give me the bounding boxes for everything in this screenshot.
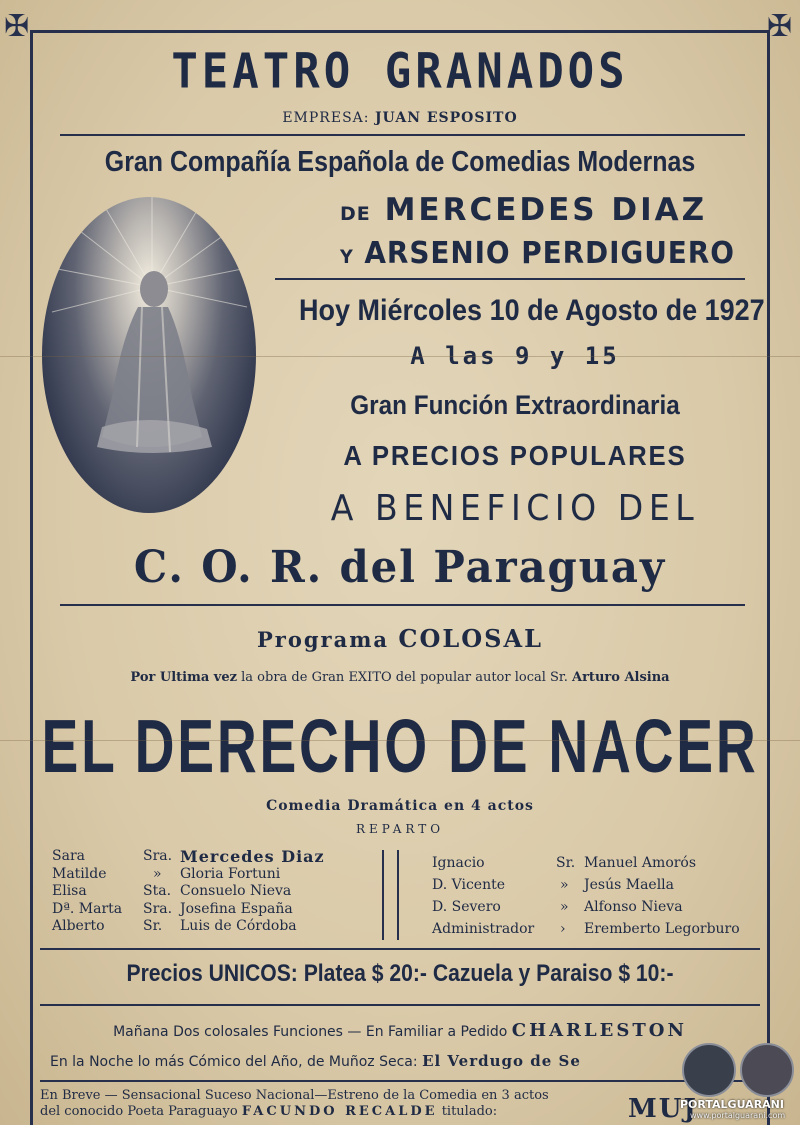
cast-left-roles: Sara Matilde Elisa Dª. Marta Alberto xyxy=(52,848,123,934)
benefit-line: A BENEFICIO DEL xyxy=(330,488,700,529)
divider xyxy=(40,1080,760,1082)
star-line-2: Y ARSENIO PERDIGUERO xyxy=(340,236,735,271)
divider xyxy=(60,604,745,606)
program-intro: Por Ultima vez la obra de Gran EXITO del popular autor local Sr. Arturo Alsina xyxy=(130,670,670,685)
watermark-url: www.portalguarani.com xyxy=(690,1111,786,1120)
cast-right-titles: Sr. » » › xyxy=(556,855,576,937)
event-function: Gran Función Extraordinaria xyxy=(350,390,680,420)
breve-line-1: En Breve — Sensacional Suceso Nacional—Estreno de la Comedia en 3 actos xyxy=(40,1088,549,1103)
play-title: EL DERECHO DE NACER xyxy=(41,704,759,789)
paper-fold xyxy=(0,740,800,741)
star-mercedes-diaz: MERCEDES DIAZ xyxy=(384,192,708,228)
star-line-1: DE MERCEDES DIAZ xyxy=(340,192,708,228)
event-date: Hoy Miércoles 10 de Agosto de 1927 xyxy=(299,294,765,327)
ticket-prices: Precios UNICOS: Platea $ 20:- Cazuela y Paraiso $ 10:- xyxy=(126,960,674,987)
seal-icon xyxy=(682,1043,736,1097)
empresa-line: EMPRESA: JUAN ESPOSITO xyxy=(282,110,518,126)
ornament-icon: ✠ xyxy=(4,9,30,44)
cast-right-roles: Ignacio D. Vicente D. Severo Administrador xyxy=(432,855,535,937)
seal-icon xyxy=(740,1043,794,1097)
reparto-label: REPARTO xyxy=(355,822,445,836)
ornament-icon: ✠ xyxy=(766,9,792,44)
popular-prices: A PRECIOS POPULARES xyxy=(343,440,687,471)
star-arsenio-perdiguero: ARSENIO PERDIGUERO xyxy=(364,236,735,271)
programa-heading: Programa COLOSAL xyxy=(257,624,543,653)
empresa-name: JUAN ESPOSITO xyxy=(374,110,518,126)
cast-divider xyxy=(382,850,384,940)
cast-left-actors: Mercedes Diaz Gloria Fortuni Consuelo Nieva Josefina España Luis de Córdoba xyxy=(180,847,325,934)
night-line: En la Noche lo más Cómico del Año, de Muñoz Seca: El Verdugo de Se xyxy=(50,1052,581,1070)
cast-left-titles: Sra. » Sta. Sra. Sr. xyxy=(143,848,173,934)
cast-divider xyxy=(397,850,399,940)
portrait-figure-icon xyxy=(42,197,256,513)
upcoming-title: MUJ xyxy=(628,1094,698,1124)
beneficiary: C. O. R. del Paraguay xyxy=(133,542,667,593)
watermark-site: PORTALGUARANI xyxy=(680,1098,784,1111)
company-line: Gran Compañía Española de Comedias Modernas xyxy=(104,146,696,178)
play-subtitle: Comedia Dramática en 4 actos xyxy=(266,798,534,814)
event-time: A las 9 y 15 xyxy=(410,342,620,370)
author-name: Arturo Alsina xyxy=(572,670,670,685)
divider xyxy=(40,1004,760,1006)
breve-line-2: del conocido Poeta Paraguayo FACUNDO RECALDE titulado: xyxy=(40,1104,498,1119)
cast-right-actors: Manuel Amorós Jesús Maella Alfonso Nieva Eremberto Legorburo xyxy=(584,855,740,937)
frame-top-border xyxy=(30,30,770,33)
paper-fold xyxy=(0,356,800,357)
tomorrow-line: Mañana Dos colosales Funciones — En Familiar a Pedido CHARLESTON xyxy=(113,1020,687,1041)
divider xyxy=(275,278,745,280)
divider xyxy=(60,134,745,136)
portrait-photo xyxy=(42,197,256,513)
theater-title: TEATRO GRANADOS xyxy=(171,43,629,100)
divider xyxy=(40,948,760,950)
